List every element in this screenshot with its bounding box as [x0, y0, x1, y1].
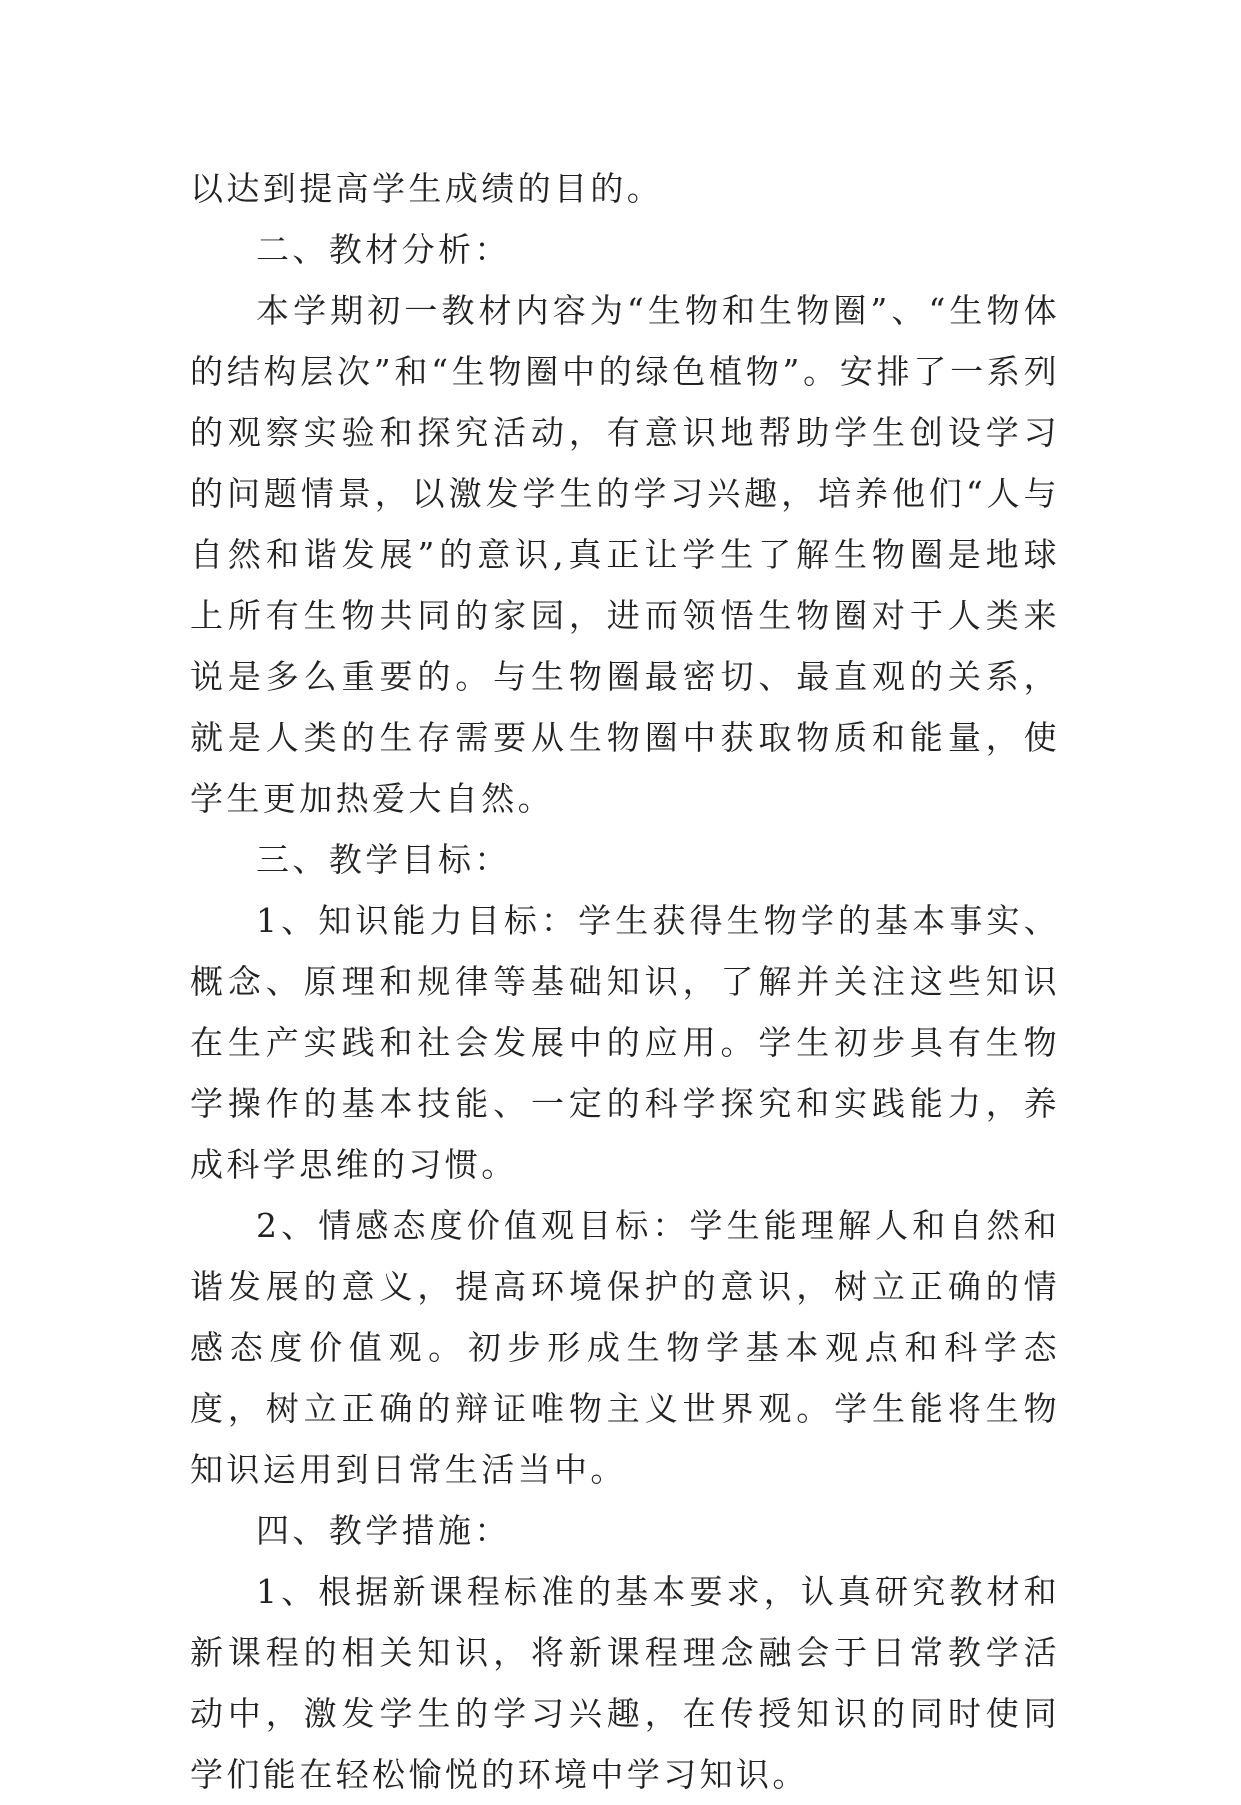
- paragraph-textbook-content: 本学期初一教材内容为“生物和生物圈”、“生物体的结构层次”和“生物圈中的绿色植物”。安排了一系列的观察实验和探究活动，有意识地帮助学生创设学习的问题情景，以激发学生的学习兴趣，培养他们“人与自然和谐发展”的意识,真正让学生了解生物圈是地球上所有生物共同的家园，进而领悟生物圈对于人类来说是多么重要的。与生物圈最密切、最直观的关系，就是人类的生存需要从生物圈中获取物质和能量，使学生更加热爱大自然。: [190, 291, 1060, 818]
- paragraph-continuation: 以达到提高学生成绩的目的。: [190, 169, 664, 208]
- heading-teaching-goals: 三、教学目标：: [256, 840, 511, 879]
- paragraph-attitude-goal: 2、情感态度价值观目标：学生能理解人和自然和谐发展的意义，提高环境保护的意识，树立正确的情感态度价值观。初步形成生物学基本观点和科学态度，树立正确的辩证唯物主义世界观。学生能将生物知识运用到日常生活当中。: [190, 1206, 1060, 1489]
- document-body: [190, 158, 1060, 1805]
- heading-textbook-analysis: 二、教材分析：: [256, 230, 511, 269]
- heading-teaching-measures: 四、教学措施：: [256, 1511, 511, 1550]
- paragraph-knowledge-goal: 1、知识能力目标：学生获得生物学的基本事实、概念、原理和规律等基础知识，了解并关注这些知识在生产实践和社会发展中的应用。学生初步具有生物学操作的基本技能、一定的科学探究和实践能力，养成科学思维的习惯。: [190, 901, 1060, 1184]
- paragraph-measure-1: 1、根据新课程标准的基本要求，认真研究教材和新课程的相关知识，将新课程理念融会于日常教学活动中，激发学生的学习兴趣，在传授知识的同时使同学们能在轻松愉悦的环境中学习知识。: [190, 1572, 1060, 1794]
